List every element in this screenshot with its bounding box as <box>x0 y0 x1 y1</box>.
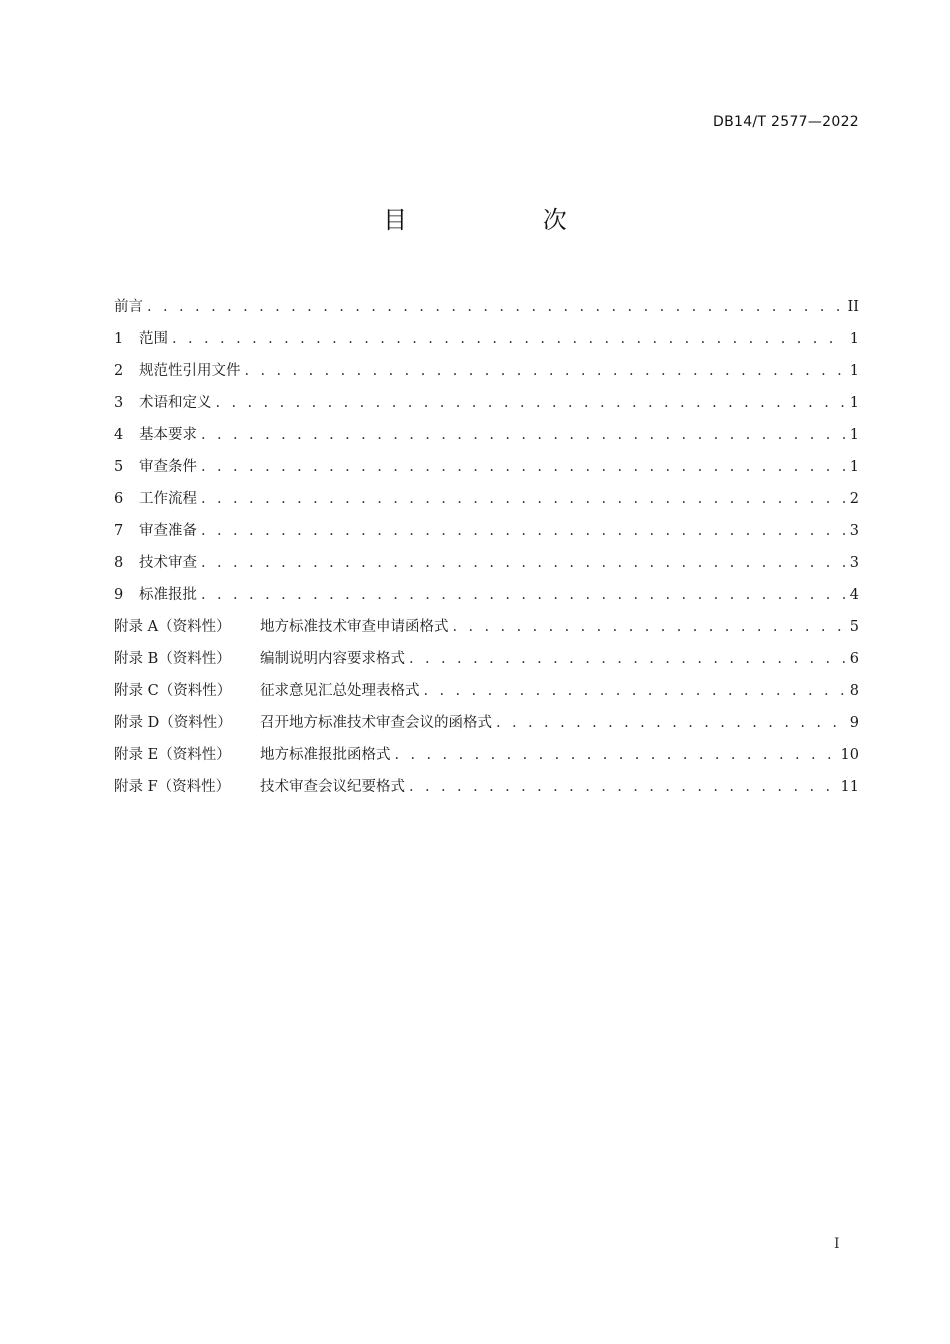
toc-entry-annex-f[interactable] <box>114 765 859 797</box>
toc-leader-dots <box>216 393 846 413</box>
toc-entry-page: 4 <box>849 587 859 603</box>
toc-leader-dots <box>395 745 837 765</box>
toc-entry-number: 4 <box>114 427 124 443</box>
toc-entry-4[interactable] <box>114 413 859 445</box>
toc-leader-dots <box>409 649 846 669</box>
toc-entry-annex-b[interactable] <box>114 637 859 669</box>
toc-leader-dots <box>147 297 844 317</box>
document-code: DB14/T 2577—2022 <box>713 114 859 130</box>
toc-entry-title: 审查准备 <box>139 523 197 539</box>
toc-entry-number: 6 <box>114 491 124 507</box>
toc-entry-title: 审查条件 <box>139 459 197 475</box>
toc-annex-prefix: 附录 F（资料性） <box>114 779 231 795</box>
toc-entry-page: 6 <box>849 651 859 667</box>
toc-entry-title: 规范性引用文件 <box>139 363 241 379</box>
toc-leader-dots <box>496 713 846 733</box>
toc-annex-prefix: 附录 C（资料性） <box>114 683 232 699</box>
toc-annex-prefix: 附录 D（资料性） <box>114 715 232 731</box>
toc-leader-dots <box>201 457 846 477</box>
toc-entry-foreword[interactable] <box>114 285 859 317</box>
toc-entry-page: 5 <box>849 619 859 635</box>
toc-title: 目 次 <box>383 206 631 234</box>
toc-entry-annex-e[interactable] <box>114 733 859 765</box>
toc-entry-2[interactable] <box>114 349 859 381</box>
toc-leader-dots <box>245 361 846 381</box>
table-of-contents <box>114 285 859 797</box>
toc-entry-7[interactable] <box>114 509 859 541</box>
toc-leader-dots <box>201 585 846 605</box>
toc-entry-page: 1 <box>849 459 859 475</box>
toc-entry-page: 1 <box>849 395 859 411</box>
page-number: I <box>834 1236 840 1252</box>
toc-entry-page: 3 <box>849 523 859 539</box>
toc-entry-page: 10 <box>840 747 859 763</box>
toc-entry-1[interactable] <box>114 317 859 349</box>
toc-entry-5[interactable] <box>114 445 859 477</box>
toc-entry-page: 9 <box>849 715 859 731</box>
toc-entry-number: 9 <box>114 587 124 603</box>
toc-entry-title: 术语和定义 <box>139 395 212 411</box>
toc-leader-dots <box>201 425 846 445</box>
toc-entry-number: 2 <box>114 363 124 379</box>
toc-entry-number: 1 <box>114 331 124 347</box>
toc-entry-number: 5 <box>114 459 124 475</box>
toc-entry-title: 地方标准技术审查申请函格式 <box>260 619 449 635</box>
toc-leader-dots <box>409 777 837 797</box>
toc-entry-page: 1 <box>849 363 859 379</box>
toc-entry-9[interactable] <box>114 573 859 605</box>
toc-leader-dots <box>201 553 846 573</box>
toc-entry-page: 1 <box>849 427 859 443</box>
toc-entry-title: 征求意见汇总处理表格式 <box>260 683 420 699</box>
toc-leader-dots <box>453 617 846 637</box>
toc-entry-6[interactable] <box>114 477 859 509</box>
toc-entry-page: 1 <box>849 331 859 347</box>
toc-entry-title: 地方标准报批函格式 <box>260 747 391 763</box>
toc-entry-title: 技术审查会议纪要格式 <box>260 779 405 795</box>
toc-leader-dots <box>201 521 846 541</box>
toc-entry-title: 召开地方标准技术审查会议的函格式 <box>260 715 492 731</box>
toc-entry-annex-d[interactable] <box>114 701 859 733</box>
toc-annex-prefix: 附录 E（资料性） <box>114 747 231 763</box>
toc-entry-annex-a[interactable] <box>114 605 859 637</box>
toc-entry-title: 技术审查 <box>139 555 197 571</box>
toc-annex-prefix: 附录 B（资料性） <box>114 651 231 667</box>
toc-entry-title: 基本要求 <box>139 427 197 443</box>
toc-entry-page: 8 <box>849 683 859 699</box>
toc-entry-title: 范围 <box>139 331 168 347</box>
toc-entry-title: 前言 <box>114 299 143 315</box>
toc-entry-number: 8 <box>114 555 124 571</box>
toc-leader-dots <box>172 329 846 349</box>
toc-entry-page: 3 <box>849 555 859 571</box>
toc-entry-page: 2 <box>849 491 859 507</box>
toc-entry-8[interactable] <box>114 541 859 573</box>
toc-entry-annex-c[interactable] <box>114 669 859 701</box>
toc-entry-page: II <box>847 299 859 315</box>
toc-annex-prefix: 附录 A（资料性） <box>114 619 231 635</box>
toc-leader-dots <box>424 681 846 701</box>
toc-entry-title: 编制说明内容要求格式 <box>260 651 405 667</box>
toc-entry-page: 11 <box>840 779 859 795</box>
toc-entry-number: 3 <box>114 395 124 411</box>
toc-entry-title: 标准报批 <box>139 587 197 603</box>
toc-entry-title: 工作流程 <box>139 491 197 507</box>
toc-entry-3[interactable] <box>114 381 859 413</box>
toc-leader-dots <box>201 489 846 509</box>
toc-entry-number: 7 <box>114 523 124 539</box>
